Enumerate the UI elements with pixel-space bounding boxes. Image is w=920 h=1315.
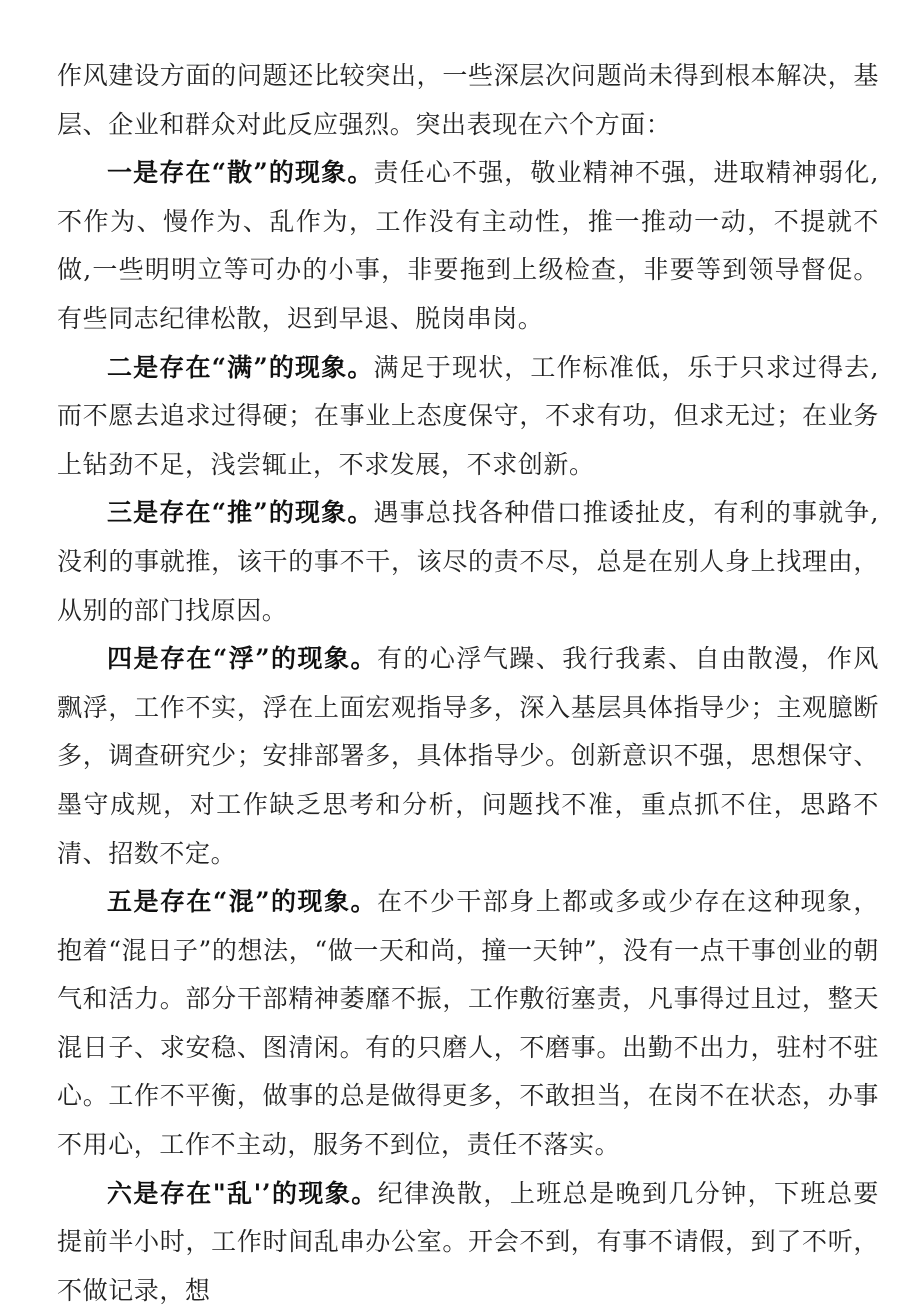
paragraph-hun: [57, 878, 879, 1170]
paragraph-luan: [57, 1170, 879, 1315]
paragraph-text: 责任心不强，敬业精神不强，进取精神弱化,不作为、慢作为、乱作为，工作没有主动性，推一推动一动，不提就不做,一些明明立等可办的小事，非要拖到上级检查，非要等到领导督促。有些同志纪律松散，迟到早退、脱岗串岗。: [57, 158, 879, 333]
paragraph-heading: 六是存在"乱'’的现象。: [107, 1178, 378, 1208]
paragraph-text: 遇事总找各种借口推诿扯皮，有利的事就争,没利的事就推，该干的事不干，该尽的责不尽，总是在别人身上找理由，从别的部门找原因。: [57, 498, 879, 625]
paragraph-text: 纪律涣散，上班总是晚到几分钟，下班总要提前半小时，工作时间乱串办公室。开会不到，有事不请假，到了不听，不做记录，想: [57, 1178, 879, 1305]
paragraph-tui: [57, 489, 879, 635]
paragraph-heading: 四是存在“浮”的现象。: [107, 644, 377, 674]
paragraph-text: 满足于现状，工作标准低，乐于只求过得去,而不愿去追求过得硬；在事业上态度保守，不求有功，但求无过；在业务上钻劲不足，浅尝辄止，不求发展，不求创新。: [57, 352, 879, 479]
paragraph-heading: 一是存在“散”的现象。: [107, 158, 374, 188]
paragraph-heading: 五是存在“混”的现象。: [107, 887, 377, 917]
document-body: [57, 52, 879, 1315]
paragraph-heading: 二是存在“满”的现象。: [107, 352, 374, 382]
paragraph-text: 有的心浮气躁、我行我素、自由散漫，作风飘浮，工作不实，浮在上面宏观指导多，深入基层具体指导少；主观臆断多，调查研究少；安排部署多，具体指导少。创新意识不强，思想保守、墨守成规，对工作缺乏思考和分析，问题找不准，重点抓不住，思路不清、招数不定。: [57, 644, 879, 868]
paragraph-heading: 三是存在“推”的现象。: [107, 498, 374, 528]
paragraph-text: 在不少干部身上都或多或少存在这种现象，抱着“混日子”的想法，“做一天和尚，撞一天钟”，没有一点干事创业的朝气和活力。部分干部精神萎靡不振，工作敷衍塞责，凡事得过且过，整天混日子、求安稳、图清闲。有的只磨人，不磨事。出勤不出力，驻村不驻心。工作不平衡，做事的总是做得更多，不敢担当，在岗不在状态，办事不用心，工作不主动，服务不到位，责任不落实。: [57, 887, 879, 1160]
paragraph-san: [57, 149, 879, 343]
intro-paragraph: 作风建设方面的问题还比较突出，一些深层次问题尚未得到根本解决，基层、企业和群众对此反应强烈。突出表现在六个方面：: [57, 61, 879, 139]
paragraph-fu: [57, 635, 879, 878]
paragraph-man: [57, 344, 879, 490]
